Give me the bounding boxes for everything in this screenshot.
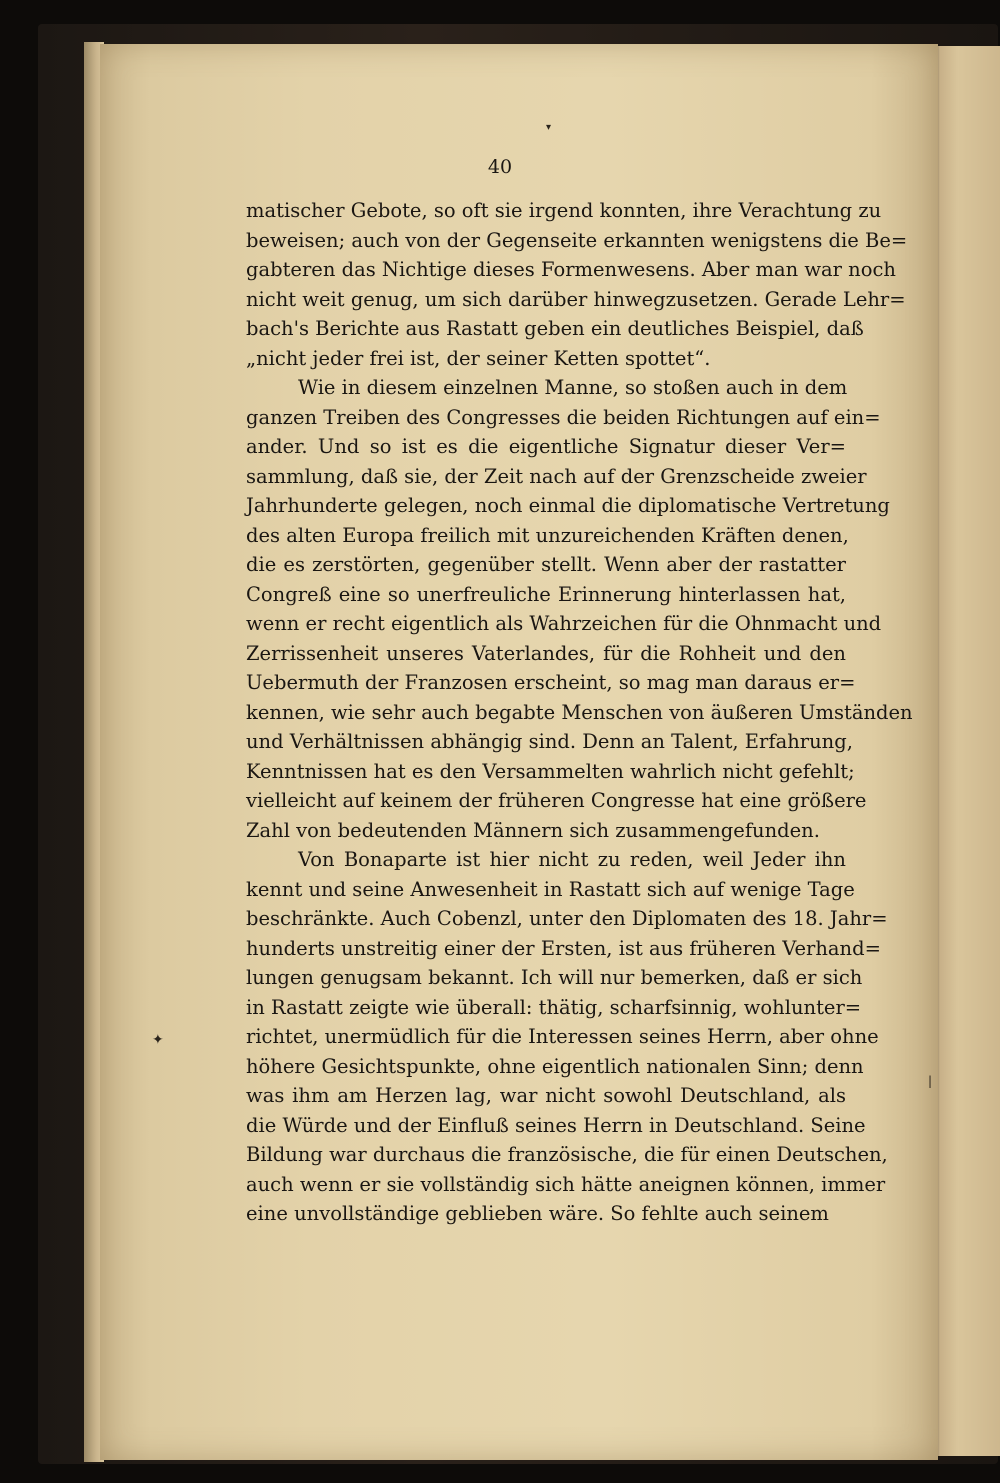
text-line: Zahl von bedeutenden Männern sich zusammengefunden. (246, 818, 820, 842)
page-number: 40 (487, 156, 513, 178)
text-line: auch wenn er sie vollständig sich hätte aneignen können, immer (246, 1172, 886, 1196)
text-line: kennt und seine Anwesenheit in Rastatt sich auf wenige Tage (246, 877, 855, 901)
text-line: höhere Gesichtspunkte, ohne eigentlich nationalen Sinn; denn (246, 1054, 864, 1078)
next-page-edge (930, 46, 1000, 1456)
text-line: lungen genugsam bekannt. Ich will nur bemerken, daß er sich (246, 966, 863, 989)
text-line: Jahrhunderte gelegen, noch einmal die diplomatische Vertretung (246, 494, 890, 517)
text-line: Von Bonaparte ist hier nicht zu reden, weil Jeder ihn (298, 848, 846, 871)
text-line: wenn er recht eigentlich als Wahrzeichen für die Ohnmacht und (246, 612, 882, 635)
text-line: ganzen Treiben des Congresses die beiden Richtungen auf ein= (246, 405, 881, 429)
text-line: was ihm am Herzen lag, war nicht sowohl Deutschland, als (246, 1084, 846, 1107)
text-line: „nicht jeder frei ist, der seiner Ketten spottet“. (246, 346, 711, 370)
text-line: bach's Berichte aus Rastatt geben ein deutliches Beispiel, daß (246, 317, 864, 340)
text-line: in Rastatt zeigte wie überall: thätig, scharfsinnig, wohlunter= (246, 995, 862, 1019)
text-line: Zerrissenheit unseres Vaterlandes, für die Rohheit und den (246, 641, 846, 665)
text-line: beweisen; auch von der Gegenseite erkannten wenigstens die Be= (246, 228, 908, 252)
text-line: und Verhältnissen abhängig sind. Denn an Talent, Erfahrung, (246, 730, 853, 753)
body-text (246, 196, 913, 1229)
text-line: Kenntnissen hat es den Versammelten wahrlich nicht gefehlt; (246, 759, 855, 783)
text-line: des alten Europa freilich mit unzureichenden Kräften denen, (246, 523, 849, 547)
text-line: Bildung war durchaus die französische, die für einen Deutschen, (246, 1143, 888, 1166)
text-line: nicht weit genug, um sich darüber hinwegzusetzen. Gerade Lehr= (246, 287, 906, 311)
ink-speck: ▾ (546, 122, 552, 133)
text-line: beschränkte. Auch Cobenzl, unter den Diplomaten des 18. Jahr= (246, 907, 888, 930)
edge-speck: | (928, 1074, 933, 1088)
text-line: sammlung, daß sie, der Zeit nach auf der Grenzscheide zweier (246, 464, 867, 488)
text-line: Uebermuth der Franzosen erscheint, so mag man daraus er= (246, 671, 856, 694)
text-line: eine unvollständige geblieben wäre. So fehlte auch seinem (246, 1202, 829, 1225)
text-line: die es zerstörten, gegenüber stellt. Wenn aber der rastatter (246, 553, 846, 576)
text-line: hunderts unstreitig einer der Ersten, ist aus früheren Verhand= (246, 936, 881, 960)
text-line: vielleicht auf keinem der früheren Congresse hat eine größere (246, 789, 867, 812)
text-line: Wie in diesem einzelnen Manne, so stoßen auch in dem (298, 376, 848, 399)
text-line: die Würde und der Einfluß seines Herrn in Deutschland. Seine (246, 1113, 866, 1137)
text-line: richtet, unermüdlich für die Interessen seines Herrn, aber ohne (246, 1025, 879, 1048)
text-line: Congreß eine so unerfreuliche Erinnerung hinterlassen hat, (246, 582, 846, 606)
text-line: ander. Und so ist es die eigentliche Signatur dieser Ver= (246, 435, 846, 458)
margin-mark: ✦ (152, 1032, 164, 1048)
text-line: gabteren das Nichtige dieses Formenwesens. Aber man war noch (246, 258, 896, 281)
text-line: kennen, wie sehr auch begabte Menschen von äußeren Umständen (246, 700, 913, 724)
text-line: matischer Gebote, so oft sie irgend konnten, ihre Verachtung zu (246, 199, 882, 222)
